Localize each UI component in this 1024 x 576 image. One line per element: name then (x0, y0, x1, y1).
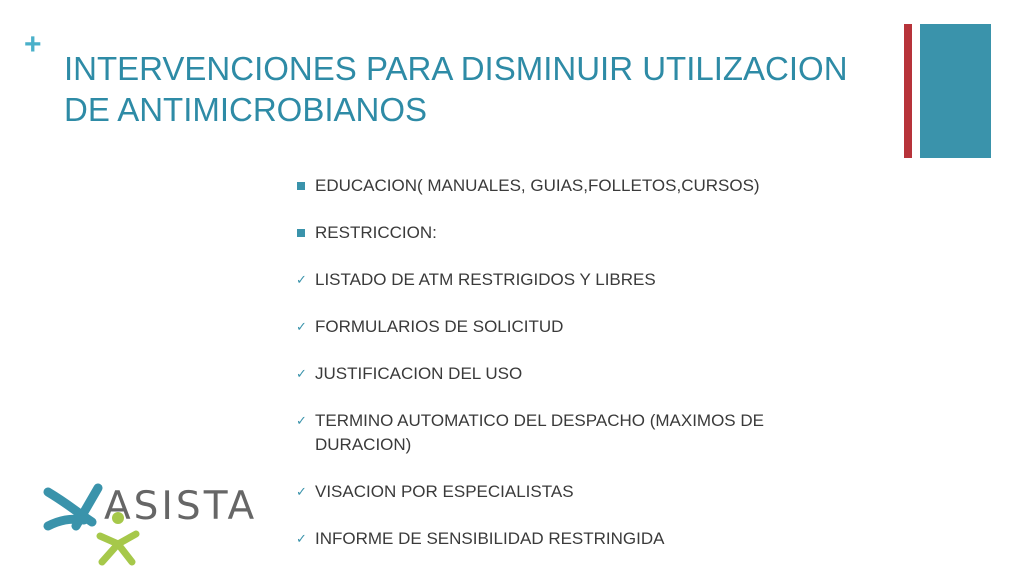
list-item-text: VISACION POR ESPECIALISTAS (315, 482, 574, 501)
list-item-text: JUSTIFICACION DEL USO (315, 364, 523, 383)
slide-title: INTERVENCIONES PARA DISMINUIR UTILIZACION DE ANTIMICROBIANOS (64, 50, 848, 128)
list-item (296, 221, 836, 245)
list-item (296, 527, 836, 551)
list-item-text: INFORME DE SENSIBILIDAD RESTRINGIDA (315, 529, 665, 548)
list-item (296, 409, 836, 457)
checkmark-icon: ✓ (296, 413, 307, 428)
list-item (296, 315, 836, 339)
square-bullet-icon (297, 182, 305, 190)
bullet-list (296, 174, 836, 574)
checkmark-icon: ✓ (296, 531, 307, 546)
checkmark-icon: ✓ (296, 484, 307, 499)
checkmark-icon: ✓ (296, 366, 307, 381)
list-item-text: EDUCACION( MANUALES, GUIAS,FOLLETOS,CURSOS) (315, 176, 760, 195)
list-item (296, 268, 836, 292)
logo-wordmark: ASISTA (104, 484, 258, 529)
logo-x-icon (48, 488, 98, 526)
square-bullet-icon (297, 229, 305, 237)
checkmark-icon: ✓ (296, 319, 307, 334)
list-item-text: LISTADO DE ATM RESTRIGIDOS Y LIBRES (315, 270, 656, 289)
list-item-text: TERMINO AUTOMATICO DEL DESPACHO (MAXIMOS DE DURACION) (315, 411, 764, 454)
list-item (296, 174, 836, 198)
list-item (296, 480, 836, 504)
list-item-text: RESTRICCION: (315, 223, 437, 242)
decorative-red-bar (904, 24, 912, 158)
plus-icon: + (24, 28, 42, 61)
decorative-teal-block (920, 24, 991, 158)
checkmark-icon: ✓ (296, 272, 307, 287)
list-item (296, 362, 836, 386)
list-item-text: FORMULARIOS DE SOLICITUD (315, 317, 564, 336)
